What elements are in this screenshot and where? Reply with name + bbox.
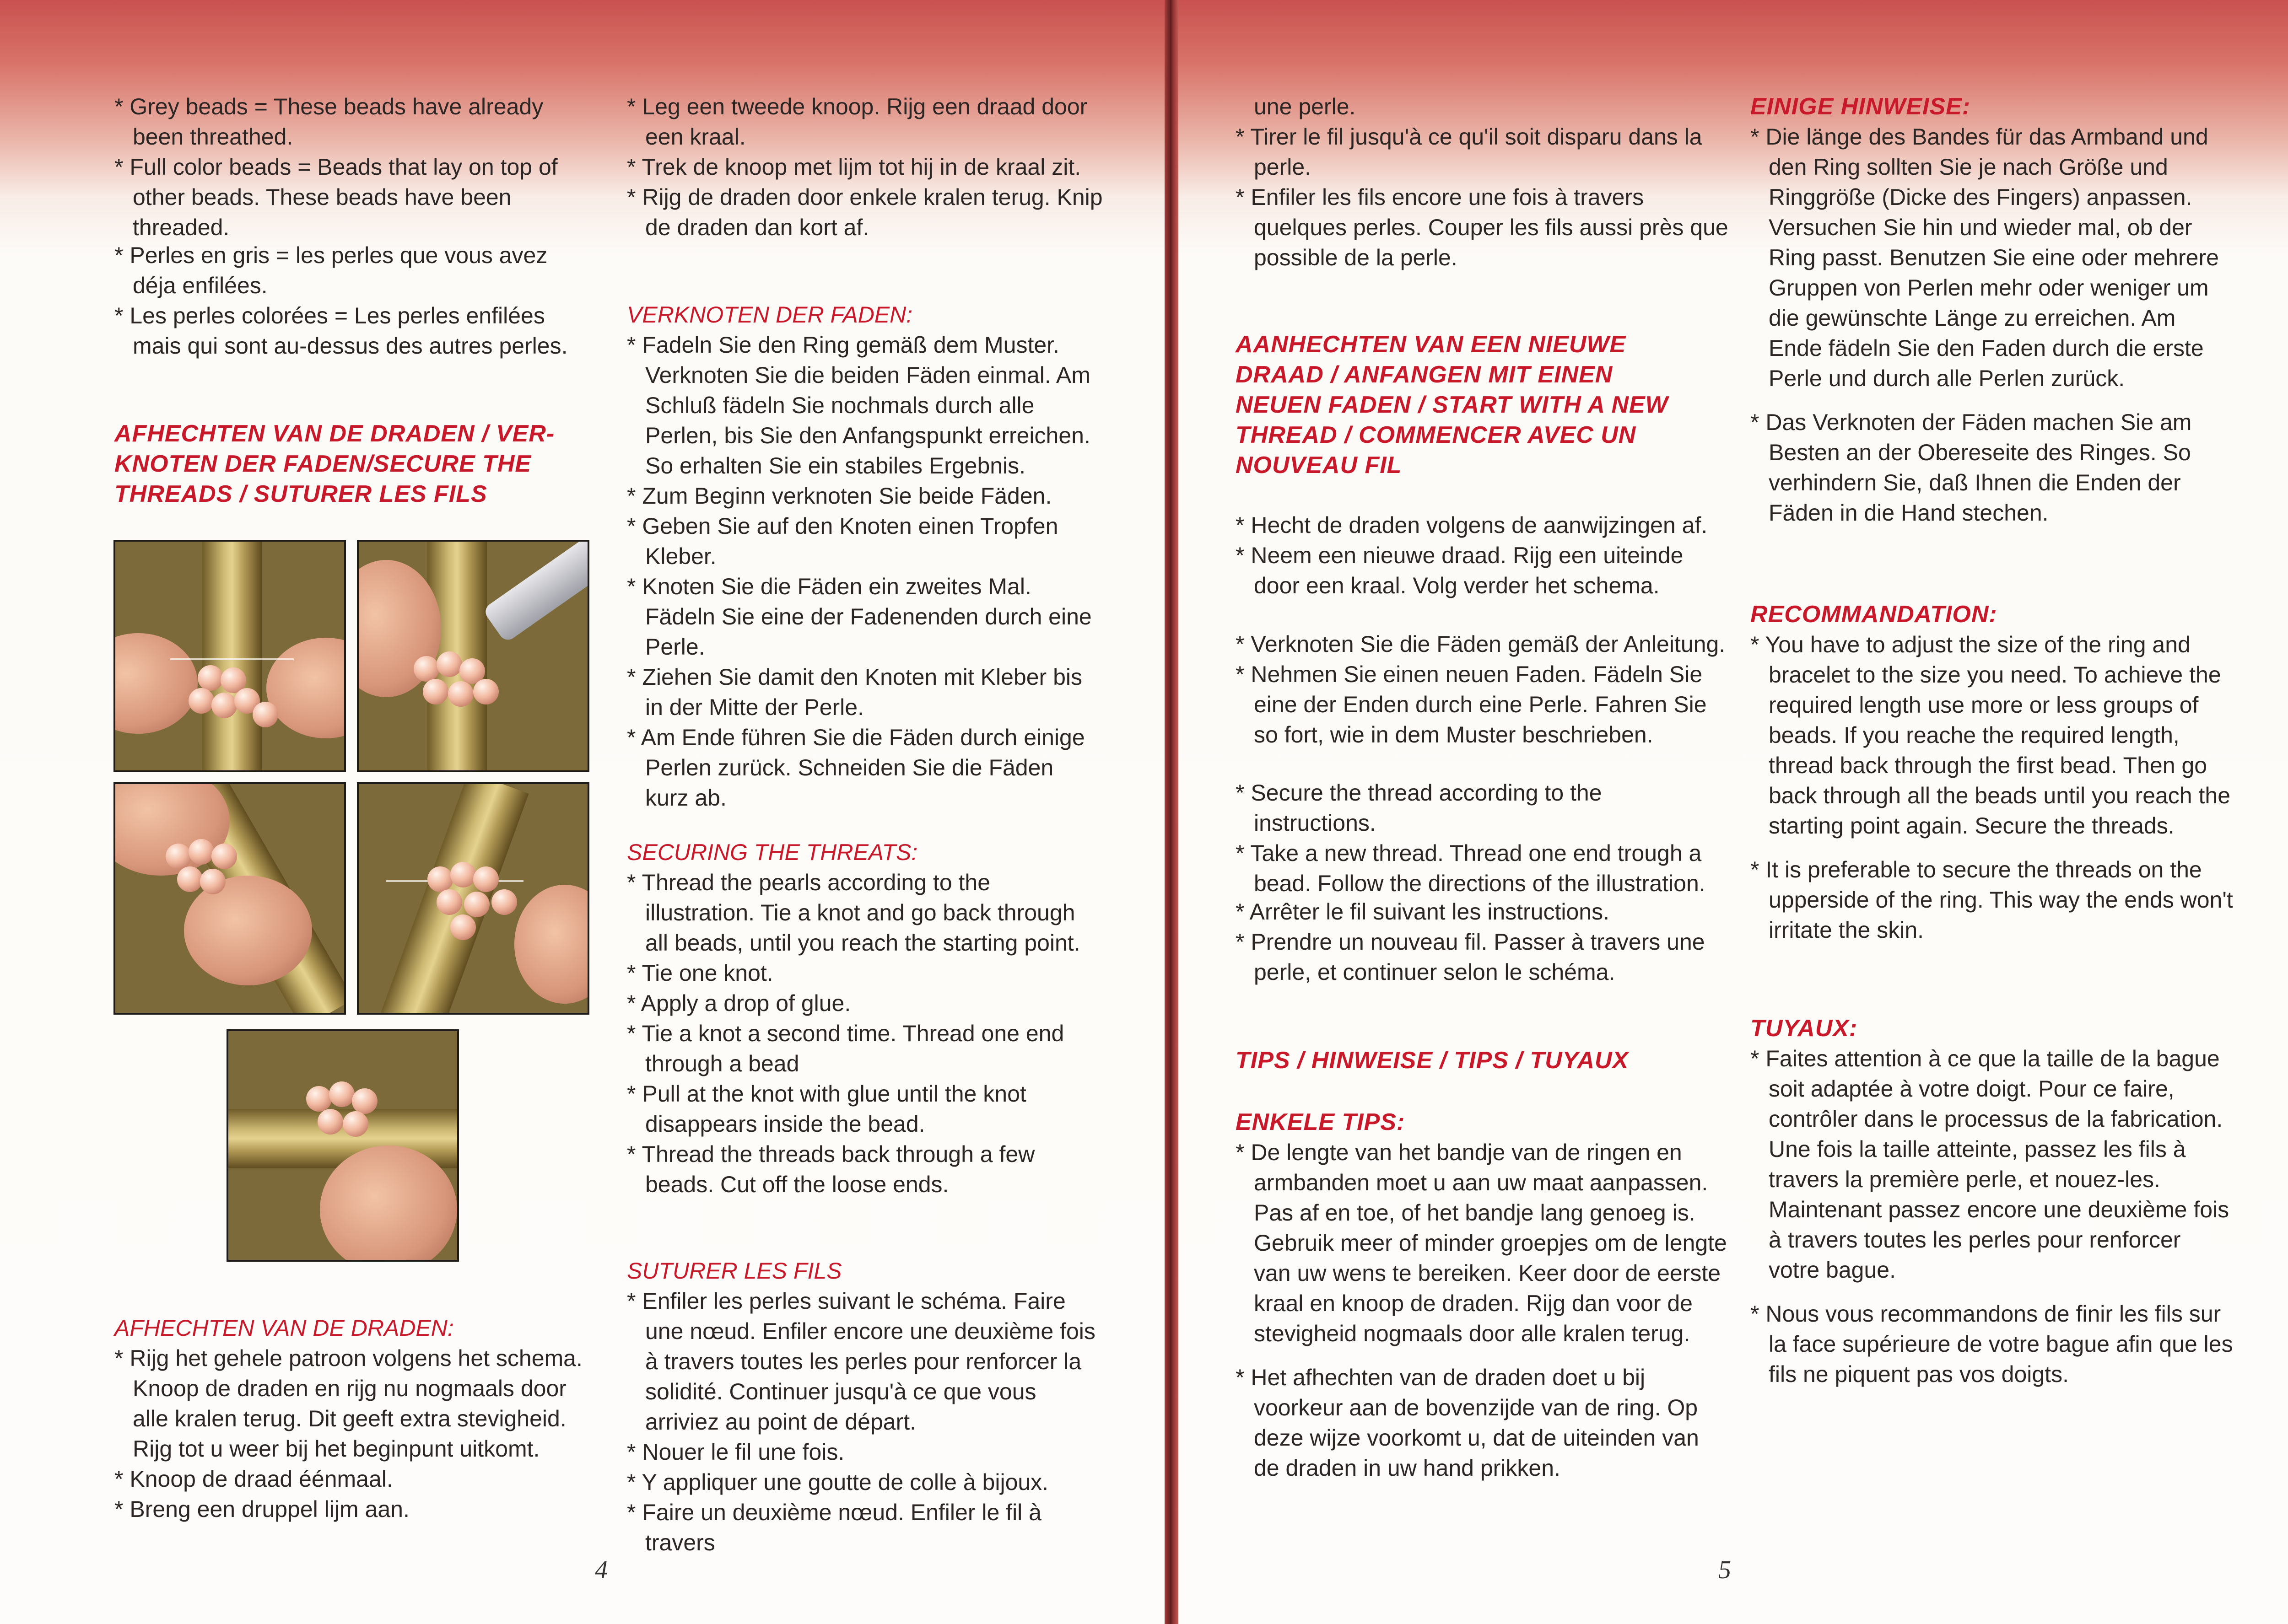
heading-line: AANHECHTEN VAN EEN NIEUWE (1236, 331, 1626, 358)
nl-secure-section (114, 1313, 599, 1524)
list-item: * Enfiler les perles suivant le schéma. Faire une nœud. Enfiler encore une deuxième fois à travers toutes les perles pour renforcer la solidité. Continuer jusqu'à ce que vous arriviez au point de départ. (627, 1288, 1095, 1435)
list-item: * Thread the threads back through a few beads. Cut off the loose ends. (627, 1141, 1035, 1197)
list-item: * Am Ende führen Sie die Fäden durch einige Perlen zurück. Schneiden Sie die Fäden kurz ab. (627, 725, 1085, 811)
list-item: * Pull at the knot with glue until the knot disappears inside the bead. (627, 1081, 1026, 1137)
list-item: * Full color beads = Beads that lay on top of other beads. These beads have been threaded. (114, 154, 558, 240)
de-tips (1750, 91, 2235, 528)
legend-fr (114, 240, 581, 361)
list-item: * Knoop de draad éénmaal. (114, 1466, 393, 1492)
list-item: * Thread the pearls according to the illustration. Tie a knot and go back through all beads, until you reach the starting point. (627, 870, 1080, 956)
list-item: * Zum Beginn verknoten Sie beide Fäden. (627, 483, 1052, 509)
heading-line: THREADS / SUTURER LES FILS (114, 481, 487, 507)
en-new-thread (1236, 778, 1730, 898)
de-secure-section (627, 300, 1103, 813)
list-item: * Das Verknoten der Fäden machen Sie am Besten an der Obereseite des Ringes. So verhindern Sie, daß Ihnen die Enden der Fäden in die Hand stechen. (1750, 409, 2192, 526)
list-item: * Fadeln Sie den Ring gemäß dem Muster. Verknoten Sie die beiden Fäden einmal. Am Schluß fädeln Sie nochmals durch alle Perlen, bis Sie den Anfangspunkt erreichen. So erhalten Sie ein stabiles Ergebnis. (627, 332, 1090, 479)
fr-new-thread (1236, 897, 1730, 987)
en-secure-section (627, 837, 1103, 1199)
heading-line: AFHECHTEN VAN DE DRADEN / VER- (114, 420, 555, 447)
page-5 (1178, 0, 2288, 1624)
subheading-nl-tips: ENKELE TIPS: (1236, 1109, 1405, 1135)
fr-secure-section (627, 1256, 1103, 1558)
step-photo-2 (357, 540, 589, 772)
list-item: * Secure the thread according to the instructions. (1236, 780, 1602, 836)
list-item: * You have to adjust the size of the ring and bracelet to the size you need. To achieve the required length use more or less groups of beads. If you reache the required length, thread back through the first bead. Then go back through all the beads until you reach the starting point again. Secure the threads. (1750, 632, 2231, 839)
list-item: * Rijg de draden door enkele kralen terug. Knip de draden dan kort af. (627, 184, 1103, 240)
step-photo-1 (113, 540, 346, 772)
book-gutter (1165, 0, 1178, 1624)
list-item: * Faire un deuxième nœud. Enfiler le fil à travers (627, 1500, 1041, 1555)
fr-tips (1750, 1013, 2235, 1389)
list-item: * Perles en gris = les perles que vous avez déja enfilées. (114, 242, 548, 298)
subheading-de-tips: EINIGE HINWEISE: (1750, 93, 1971, 120)
list-item: * Faites attention à ce que la taille de la bague soit adaptée à votre doigt. Pour ce faire, contrôler dans le processus de la fabrication. Une fois la taille atteinte, passez les fils à travers la première perle, et nouez-les. Maintenant passez encore une deuxième fois à travers toutes les perles pour renforcer votre bague. (1750, 1046, 2229, 1283)
fr-continued (1236, 91, 1730, 273)
list-item: * Nehmen Sie einen neuen Faden. Fädeln Sie eine der Enden durch eine Perle. Fahren Sie so fort, wie in dem Muster beschrieben. (1236, 661, 1707, 747)
list-item: * Enfiler les fils encore une fois à travers quelques perles. Couper les fils aussi près que possible de la perle. (1236, 184, 1728, 270)
subheading-en: SECURING THE THREATS: (627, 839, 918, 865)
list-item: * It is preferable to secure the threads on the upperside of the ring. This way the ends won't irritate the skin. (1750, 857, 2233, 943)
list-item: * Het afhechten van de draden doet u bij voorkeur aan de bovenzijde van de ring. Op deze wijze voorkomt u, dat de uiteinden van de draden in uw hand prikken. (1236, 1365, 1699, 1481)
de-new-thread (1236, 629, 1730, 750)
page-number-4: 4 (595, 1556, 608, 1584)
legend-en (114, 91, 581, 242)
step-photo-5 (227, 1029, 459, 1262)
list-item: * De lengte van het bandje van de ringen en armbanden moet u aan uw maat aanpassen. Pas af en toe, of het bandje lang genoeg is. Gebruik meer of minder groepjes om de lengte van uw wens te bereiken. Keer door de eerste kraal en knoop de draden. Rijg dan voor de stevigheid nogmaals door alle kralen terug. (1236, 1140, 1727, 1346)
nl-tips (1236, 1107, 1730, 1483)
tips-heading (1236, 1045, 1739, 1075)
list-item: * Apply a drop of glue. (627, 990, 851, 1016)
section-heading-secure (114, 419, 618, 509)
page-number-5: 5 (1718, 1556, 1731, 1584)
heading-line: TIPS / HINWEISE / TIPS / TUYAUX (1236, 1047, 1629, 1074)
list-item: * Les perles colorées = Les perles enfilées mais qui sont au-dessus des autres perles. (114, 303, 568, 359)
list-item: * Take a new thread. Thread one end trough a bead. Follow the directions of the illustration. (1236, 840, 1705, 896)
step-photo-4 (357, 782, 589, 1015)
list-item: * Prendre un nouveau fil. Passer à travers une perle, et continuer selon le schéma. (1236, 929, 1705, 985)
list-item: * Neem een nieuwe draad. Rijg een uiteinde door een kraal. Volg verder het schema. (1236, 543, 1684, 598)
list-item: * Leg een tweede knoop. Rijg een draad door een kraal. (627, 94, 1088, 150)
list-item: * Geben Sie auf den Knoten einen Tropfen Kleber. (627, 513, 1058, 569)
list-item: * Tie a knot a second time. Thread one end through a bead (627, 1021, 1064, 1076)
heading-line: NOUVEAU FIL (1236, 452, 1402, 479)
list-item: * Rijg het gehele patroon volgens het schema. Knoop de draden en rijg nu nogmaals door alle kralen terug. Dit geeft extra stevigheid. Rijg tot u weer bij het beginpunt uitkomt. (114, 1345, 583, 1462)
list-item: * Nouer le fil une fois. (627, 1439, 845, 1465)
list-item: * Breng een druppel lijm aan. (114, 1496, 410, 1522)
list-item: * Trek de knoop met lijm tot hij in de kraal zit. (627, 154, 1081, 180)
subheading-nl: AFHECHTEN VAN DE DRADEN: (114, 1315, 454, 1341)
list-item: * Tirer le fil jusqu'à ce qu'il soit disparu dans la perle. (1236, 124, 1702, 180)
step-photo-3 (113, 782, 346, 1015)
subheading-fr: SUTURER LES FILS (627, 1258, 842, 1284)
continued-line: une perle. (1254, 94, 1356, 119)
subheading-en-tips: RECOMMANDATION: (1750, 601, 1997, 628)
heading-line: DRAAD / ANFANGEN MIT EINEN (1236, 361, 1613, 388)
en-tips (1750, 599, 2235, 945)
list-item: * Nous vous recommandons de finir les fils sur la face supérieure de votre bague afin que les fils ne piquent pas vos doigts. (1750, 1301, 2233, 1387)
list-item: * Knoten Sie die Fäden ein zweites Mal. Fädeln Sie eine der Fadenenden durch eine Perle. (627, 574, 1092, 660)
heading-line: NEUEN FADEN / START WITH A NEW (1236, 392, 1668, 418)
heading-line: KNOTEN DER FADEN/SECURE THE (114, 451, 532, 477)
subheading-fr-tips: TUYAUX: (1750, 1015, 1858, 1042)
section-heading-new-thread (1236, 329, 1757, 480)
list-item: * Hecht de draden volgens de aanwijzingen af. (1236, 512, 1708, 538)
heading-line: THREAD / COMMENCER AVEC UN (1236, 422, 1636, 448)
nl-new-thread (1236, 510, 1730, 601)
nl-continued (627, 91, 1103, 242)
list-item: * Arrêter le fil suivant les instructions. (1236, 899, 1609, 925)
list-item: * Grey beads = These beads have already been threathed. (114, 94, 544, 150)
subheading-de: VERKNOTEN DER FADEN: (627, 302, 913, 328)
list-item: * Y appliquer une goutte de colle à bijoux. (627, 1469, 1049, 1495)
list-item: * Tie one knot. (627, 960, 773, 986)
list-item: * Verknoten Sie die Fäden gemäß der Anleitung. (1236, 631, 1726, 657)
list-item: * Ziehen Sie damit den Knoten mit Kleber bis in der Mitte der Perle. (627, 664, 1083, 720)
list-item: * Die länge des Bandes für das Armband und den Ring sollten Sie je nach Größe und Ringgröße (Dicke des Fingers) anpassen. Versuchen Sie hin und wieder mal, ob der Ring passt. Benutzen Sie eine oder mehrere Gruppen von Perlen mehr oder weniger um die gewünschte Länge zu erreichen. Am Ende fädeln Sie den Faden durch die erste Perle und durch alle Perlen zurück. (1750, 124, 2219, 391)
